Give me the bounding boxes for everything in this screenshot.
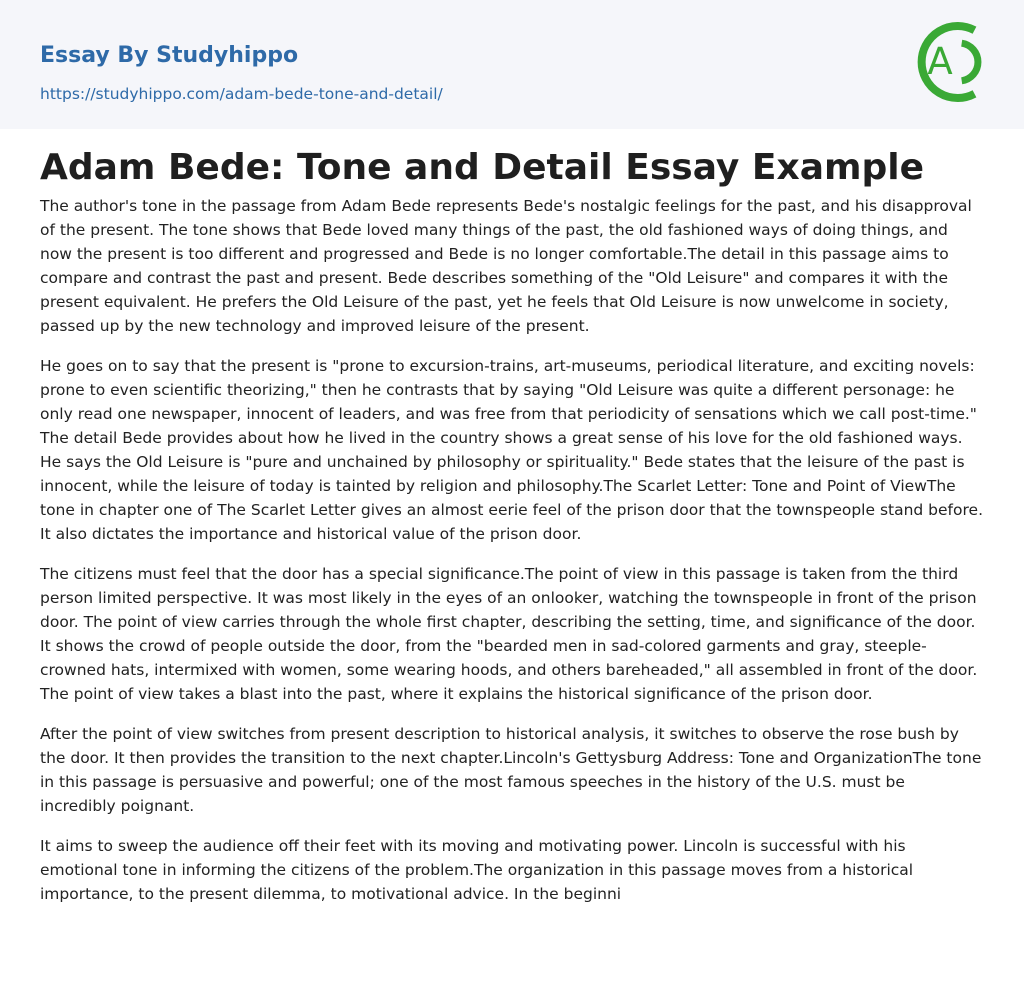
logo-letter: A [927, 40, 953, 83]
site-header [0, 0, 1024, 129]
studyhippo-logo-icon[interactable] [912, 18, 988, 106]
page-url-link[interactable]: https://studyhippo.com/adam-bede-tone-and-detail/ [40, 85, 443, 103]
essay-paragraph: After the point of view switches from present description to historical analysis, it switches to observe the rose bush by the door. It then provides the transition to the next chapter.Lincoln's Gettysburg Address: Tone and OrganizationThe tone in this passage is persuasive and powerful; one of the most famous speeches in the history of the U.S. must be incredibly poignant. [40, 725, 982, 815]
site-brand[interactable]: Essay By Studyhippo [40, 43, 299, 68]
essay-paragraph: It aims to sweep the audience off their feet with its moving and motivating power. Lincoln is successful with his emotional tone in informing the citizens of the problem.The organization in this passage moves from a historical importance, to the present dilemma, to motivational advice. In the beginni [40, 837, 914, 903]
essay-paragraph: He goes on to say that the present is "prone to excursion-trains, art-museums, periodical literature, and exciting novels: prone to even scientific theorizing," then he contrasts that by saying "Old Leisure was quite a different personage: he only read one newspaper, innocent of leaders, and was free from that periodicity of sensations which we call post-time." The detail Bede provides about how he lived in the country shows a great sense of his love for the old fashioned ways. He says the Old Leisure is "pure and unchained by philosophy or spirituality." Bede states that the leisure of the past is innocent, while the leisure of today is tainted by religion and philosophy.The Scarlet Letter: Tone and Point of ViewThe tone in chapter one of The Scarlet Letter gives an almost eerie feel of the prison door that the townspeople stand before. It also dictates the importance and historical value of the prison door. [40, 357, 983, 543]
essay-paragraph: The citizens must feel that the door has a special significance.The point of view in this passage is taken from the third person limited perspective. It was most likely in the eyes of an onlooker, watching the townspeople in front of the prison door. The point of view carries through the whole first chapter, describing the setting, time, and significance of the door. It shows the crowd of people outside the door, from the "bearded men in sad-colored garments and gray, steeple-crowned hats, intermixed with women, some wearing hoods, and others bareheaded," all assembled in front of the door. The point of view takes a blast into the past, where it explains the historical significance of the prison door. [40, 565, 978, 703]
essay-title: Adam Bede: Tone and Detail Essay Example [40, 147, 925, 188]
essay-body [40, 194, 984, 922]
essay-paragraph: The author's tone in the passage from Adam Bede represents Bede's nostalgic feelings for the past, and his disapproval of the present. The tone shows that Bede loved many things of the past, the old fashioned ways of doing things, and now the present is too different and progressed and Bede is no longer comfortable.The detail in this passage aims to compare and contrast the past and present. Bede describes something of the "Old Leisure" and compares it with the present equivalent. He prefers the Old Leisure of the past, yet he feels that Old Leisure is now unwelcome in society, passed up by the new technology and improved leisure of the present. [40, 197, 972, 335]
